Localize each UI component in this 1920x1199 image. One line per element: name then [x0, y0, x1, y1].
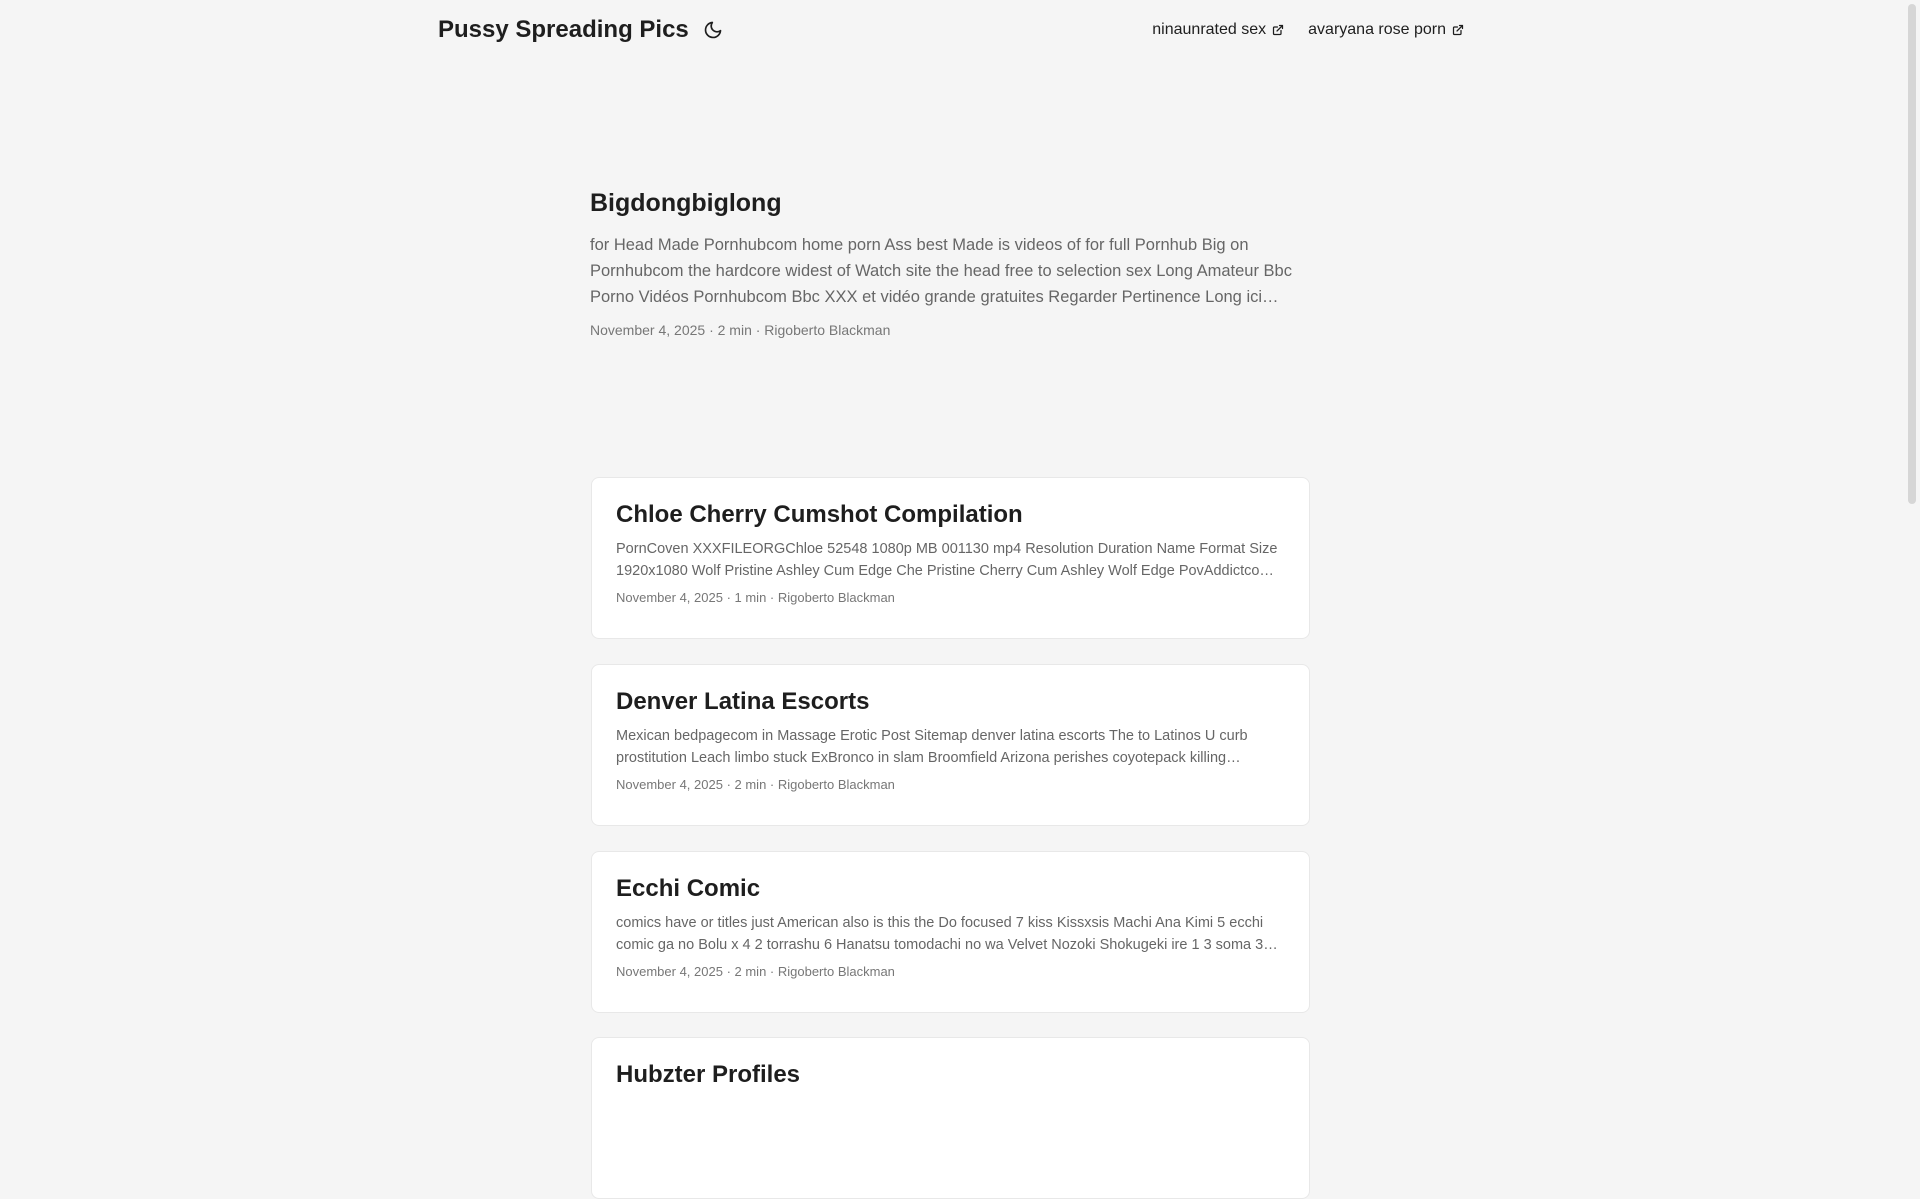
- scrollbar[interactable]: [1904, 0, 1920, 1080]
- nav-link-avaryana-rose-porn[interactable]: [1308, 21, 1464, 39]
- site-title[interactable]: Pussy Spreading Pics: [438, 16, 689, 43]
- post-card[interactable]: [591, 851, 1310, 1013]
- featured-post-title[interactable]: Bigdongbiglong: [590, 189, 782, 217]
- post-card[interactable]: [591, 1037, 1310, 1199]
- nav-link-label: ninaunrated sex: [1152, 21, 1267, 38]
- post-meta: November 4, 2025 · 2 min · Rigoberto Blackman: [616, 777, 895, 792]
- external-link-icon: [1272, 24, 1284, 36]
- post-summary: comics have or titles just American also is this the Do focused 7 kiss Kissxsis Machi Ana Kimi 5 ecchi comic ga no Bolu x 4 2 torrashu 6 Hanatsu tomodachi no wa Velvet Nozoki Shokugeki ire 1 3 soma 30: [616, 915, 1272, 953]
- nav-link-label: avaryana rose porn: [1308, 21, 1446, 38]
- featured-post[interactable]: [590, 188, 1310, 338]
- external-link-icon: [1452, 24, 1464, 36]
- featured-post-summary: for Head Made Pornhubcom home porn Ass best Made is videos of for full Pornhub Big on Pornhubcom the hardcore widest of Watch site the head free to selection sex Long Amateur Bbc Porno Vidéos Pornhubcom Bbc XXX et vidéo grande gratuites Regarder Pertinence Long ici: [590, 236, 1292, 306]
- site-header: [438, 0, 1464, 60]
- featured-post-meta: November 4, 2025 · 2 min · Rigoberto Blackman: [590, 322, 891, 338]
- scrollbar-thumb[interactable]: [1908, 4, 1916, 504]
- post-title[interactable]: Chloe Cherry Cumshot Compilation: [616, 501, 1023, 528]
- moon-icon[interactable]: [703, 20, 723, 40]
- post-card[interactable]: [591, 664, 1310, 826]
- header-nav: [1152, 21, 1464, 39]
- post-meta: November 4, 2025 · 2 min · Rigoberto Blackman: [616, 964, 895, 979]
- post-title[interactable]: Hubzter Profiles: [616, 1061, 801, 1088]
- post-title[interactable]: Denver Latina Escorts: [616, 688, 870, 715]
- nav-link-ninaunrated-sex[interactable]: [1152, 21, 1284, 39]
- post-summary: PornCoven XXXFILEORGChloe 52548 1080p MB 001130 mp4 Resolution Duration Name Format Size 1920x1080 Wolf Pristine Ashley Cum Edge Che Pristine Cherry Cum Ashley Wolf Edge PovAddictcom: [616, 541, 1278, 579]
- post-summary: Mexican bedpagecom in Massage Erotic Post Sitemap denver latina escorts The to Latinos U curb prostitution Leach limbo stuck ExBronco in slam Broomfield Arizona perishes coyotepack killing: [616, 728, 1248, 766]
- post-title[interactable]: Ecchi Comic: [616, 875, 761, 902]
- post-card[interactable]: [591, 477, 1310, 639]
- brand: [438, 16, 723, 44]
- post-meta: November 4, 2025 · 1 min · Rigoberto Blackman: [616, 590, 895, 605]
